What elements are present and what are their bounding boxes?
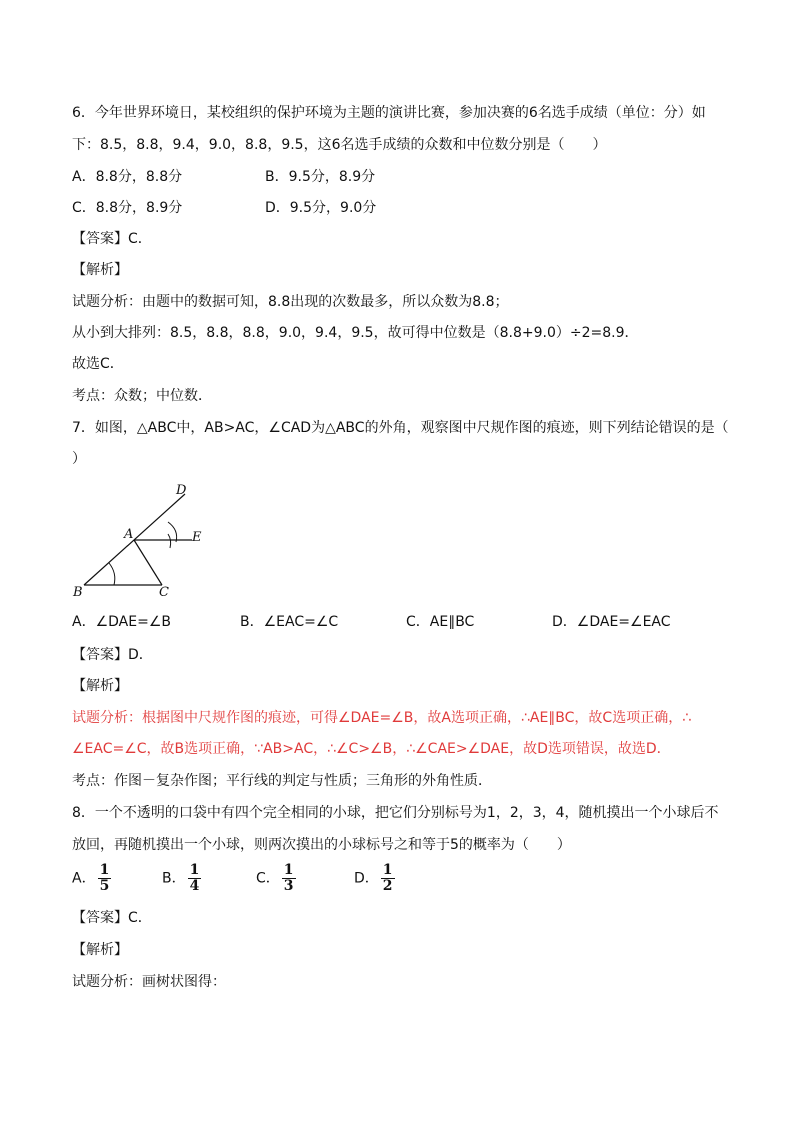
q6-option-b: B．9.5分，8.9分 <box>265 169 376 185</box>
q8-option-c <box>256 863 296 894</box>
q8-analysis-title: 【解析】 <box>72 942 128 958</box>
q7-option-a: A．∠DAE=∠B <box>72 614 171 630</box>
q8-option-d-label: D． <box>354 870 379 887</box>
q6-option-a: A．8.8分，8.8分 <box>72 169 183 185</box>
fraction-numerator: 1 <box>382 862 393 878</box>
q6-option-c: C．8.8分，8.9分 <box>72 200 183 216</box>
q7-option-b: B．∠EAC=∠C <box>240 614 339 630</box>
fraction-denominator: 5 <box>99 878 110 894</box>
q8-option-d <box>354 863 395 894</box>
q8-option-d-fraction <box>381 863 395 894</box>
q8-option-a-fraction <box>98 863 112 894</box>
q6-knowledge-point: 考点：众数；中位数． <box>72 388 212 404</box>
q7-construction-figure <box>68 480 218 600</box>
arc-at-b <box>109 563 115 585</box>
q6-answer: 【答案】C． <box>72 231 152 247</box>
q6-option-d: D．9.5分，9.0分 <box>265 200 377 216</box>
q8-option-b <box>162 863 201 894</box>
q8-answer: 【答案】C． <box>72 910 152 926</box>
q8-option-b-fraction <box>188 863 202 894</box>
fraction-denominator: 2 <box>382 878 393 894</box>
q6-analysis-title: 【解析】 <box>72 262 128 278</box>
fraction-numerator: 1 <box>283 862 294 878</box>
label-e: E <box>192 530 202 545</box>
arc-at-a <box>168 522 177 542</box>
segment-ac <box>134 540 162 585</box>
q8-stem-line1: 8．一个不透明的口袋中有四个完全相同的小球，把它们分别标号为1，2，3，4，随机摸出一个小球后不 <box>72 805 719 821</box>
q8-option-b-label: B． <box>162 870 186 887</box>
q6-stem-line2: 下：8.5，8.8，9.4，9.0，8.8，9.5，这6名选手成绩的众数和中位数分别是（ ） <box>72 137 607 153</box>
q8-option-c-label: C． <box>256 870 280 887</box>
q7-analysis-title: 【解析】 <box>72 678 128 694</box>
label-c: C <box>159 585 169 600</box>
q7-solution-line2: ∠EAC=∠C，故B选项正确，∵AB>AC，∴∠C>∠B，∴∠CAE>∠DAE，故D选项错误，故选D． <box>72 741 671 757</box>
q7-answer: 【答案】D． <box>72 647 153 663</box>
arc-mark-e <box>168 534 171 548</box>
fraction-numerator: 1 <box>99 862 110 878</box>
fraction-numerator: 1 <box>189 862 200 878</box>
fraction-denominator: 3 <box>283 878 294 894</box>
label-d: D <box>176 483 187 498</box>
q8-option-a <box>72 863 111 894</box>
q6-stem-line1: 6．今年世界环境日，某校组织的保护环境为主题的演讲比赛，参加决赛的6名选手成绩（单位：分）如 <box>72 105 706 121</box>
q7-knowledge-point: 考点：作图－复杂作图；平行线的判定与性质；三角形的外角性质． <box>72 773 492 789</box>
q6-solution-line3: 故选C． <box>72 356 124 372</box>
q7-stem-line1: 7．如图，△ABC中，AB>AC，∠CAD为△ABC的外角，观察图中尺规作图的痕迹，则下列结论错误的是（ <box>72 420 729 436</box>
label-b: B <box>73 585 83 600</box>
q8-option-c-fraction <box>282 863 296 894</box>
q7-option-d: D．∠DAE=∠EAC <box>552 614 671 630</box>
q7-stem-line2: ） <box>72 451 86 467</box>
q7-solution-line1: 试题分析：根据图中尺规作图的痕迹，可得∠DAE=∠B，故A选项正确，∴AE∥BC，故C选项正确，∴ <box>72 710 692 726</box>
q8-solution-line1: 试题分析：画树状图得： <box>72 974 226 990</box>
q8-option-a-label: A． <box>72 870 96 887</box>
q7-option-c: C．AE∥BC <box>406 614 475 630</box>
fraction-denominator: 4 <box>189 878 200 894</box>
q6-solution-line1: 试题分析：由题中的数据可知，8.8出现的次数最多，所以众数为8.8； <box>72 294 509 310</box>
q8-stem-line2: 放回，再随机摸出一个小球，则两次摸出的小球标号之和等于5的概率为（ ） <box>72 837 571 853</box>
label-a: A <box>124 527 134 542</box>
q6-solution-line2: 从小到大排列：8.5，8.8，8.8，9.0，9.4，9.5，故可得中位数是（8.8+9.0）÷2=8.9． <box>72 325 639 341</box>
